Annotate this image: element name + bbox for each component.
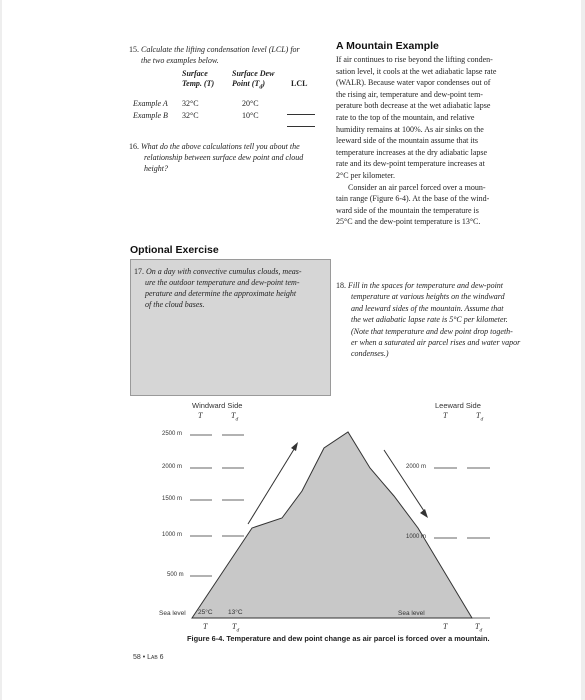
- q16-number: 16.: [129, 142, 139, 151]
- windward-col-td: T: [231, 411, 236, 420]
- q15-col-dew-l1: Surface Dew: [232, 69, 275, 78]
- optional-exercise-heading: Optional Exercise: [130, 244, 219, 256]
- example-b-lcl-blank[interactable]: [287, 114, 315, 132]
- mountain-p1-l4: the rising air, temperature and dew-point tem-: [336, 89, 483, 99]
- mountain-p2-l2: tain range (Figure 6-4). At the base of the wind-: [336, 194, 490, 204]
- q18-line7: condenses.): [351, 349, 389, 359]
- bottom-col-t-left: T: [203, 622, 208, 631]
- q15-col-temp-l2: Temp. (T): [182, 79, 215, 88]
- footer-bullet: •: [142, 654, 146, 661]
- leeward-arrow-head: [420, 509, 428, 518]
- mountain-p1-l9: temperature increases at the dry adiabatic lapse: [336, 147, 488, 157]
- bottom-col-td-right: T: [475, 622, 480, 631]
- height-1500: 1500 m: [162, 496, 183, 502]
- mountain-shape: [192, 432, 472, 618]
- footer-lab: Lab 6: [147, 654, 164, 661]
- mountain-p1-l5: perature both decrease at the wet adiabatic lapse: [336, 101, 491, 111]
- mountain-p1-l6: rate to the top of the mountain, and relative: [336, 112, 475, 122]
- mountain-example-text: [336, 54, 556, 228]
- windward-col-t: T: [198, 411, 203, 420]
- q18-line5: (Note that temperature and dew point drop togeth-: [351, 326, 513, 336]
- q15-number: 15.: [129, 45, 139, 54]
- question-16: [129, 141, 334, 174]
- figure-6-4: [2, 396, 581, 646]
- leeward-height-1000: 1000 m: [406, 534, 427, 540]
- bottom-col-t-right: T: [443, 622, 448, 631]
- q15-col-lcl: LCL: [291, 79, 308, 88]
- height-2500: 2500 m: [162, 431, 183, 437]
- leeward-col-t: T: [443, 411, 448, 420]
- leeward-side-label: Leeward Side: [435, 401, 481, 410]
- q17-number: 17.: [134, 267, 144, 276]
- question-18: [336, 280, 556, 360]
- example-a-label: Example A: [133, 99, 168, 108]
- q15-text-line2: the two examples below.: [141, 56, 219, 65]
- sea-level-label-right: Sea level: [398, 610, 425, 617]
- q18-line6: er when a saturated air parcel rises and water vapor: [351, 338, 521, 348]
- q16-line1: What do the above calculations tell you about the: [141, 142, 300, 151]
- leeward-col-td: T: [476, 411, 481, 420]
- page-footer: [133, 654, 164, 661]
- mountain-p2-l1: Consider an air parcel forced over a moun-: [348, 182, 486, 192]
- workbook-page: [2, 0, 581, 700]
- q17-line3: perature and determine the approximate height: [145, 289, 297, 298]
- q16-line3: height?: [144, 164, 168, 173]
- mountain-p1-l11: 2°C per kilometer.: [336, 170, 395, 180]
- windward-arrow-head: [291, 442, 298, 451]
- question-17: [134, 266, 329, 310]
- page-number: 58: [133, 654, 141, 661]
- height-2000: 2000 m: [162, 464, 183, 470]
- q18-line3: and leeward sides of the mountain. Assume that: [351, 303, 504, 313]
- example-b-temp: 32°C: [182, 111, 199, 120]
- sea-level-label-left: Sea level: [159, 610, 186, 617]
- example-b-dew: 10°C: [242, 111, 259, 120]
- mountain-p2-l4: 25°C and the dew-point temperature is 13°C.: [336, 217, 481, 227]
- mountain-p1-l10: rate and its dew-point temperature increases at: [336, 159, 485, 169]
- windward-col-td-sub: d: [235, 416, 239, 423]
- mountain-p1-l7: humidity remains at 100%. As air sinks on the: [336, 124, 484, 134]
- height-500: 500 m: [167, 572, 184, 578]
- q16-line2: relationship between surface dew point and cloud: [144, 153, 304, 162]
- question-15: [129, 44, 334, 66]
- mountain-p1-l3: (WALR). Because water vapor condenses out of: [336, 78, 491, 88]
- q15-col-temp: [182, 69, 214, 89]
- q15-col-temp-l1: Surface: [182, 69, 208, 78]
- mountain-p1-l1: If air continues to rise beyond the lifting conden-: [336, 55, 493, 64]
- example-a-temp: 32°C: [182, 99, 199, 108]
- q18-line4: the wet adiabatic lapse rate is 5°C per kilometer.: [351, 315, 508, 325]
- mountain-p2-l3: ward side of the mountain the temperature is: [336, 205, 479, 215]
- bottom-col-td-left: T: [232, 622, 237, 631]
- q17-line2: ure the outdoor temperature and dew-point tem-: [145, 278, 300, 287]
- q17-line1: On a day with convective cumulus clouds, meas-: [146, 267, 302, 276]
- leeward-height-2000: 2000 m: [406, 464, 427, 470]
- q18-number: 18.: [336, 281, 346, 290]
- q18-line2: temperature at various heights on the windward: [351, 292, 505, 302]
- height-1000: 1000 m: [162, 532, 183, 538]
- q15-col-dew-l2: Point (T: [232, 79, 260, 88]
- q15-col-dew-close: ): [262, 79, 266, 88]
- base-temperature: 25°C: [198, 609, 213, 616]
- example-a-dew: 20°C: [242, 99, 259, 108]
- mountain-p1-l8: leeward side of the mountain assume that its: [336, 136, 478, 146]
- base-dew-point: 13°C: [228, 609, 243, 616]
- figure-caption: Figure 6-4. Temperature and dew point change as air parcel is forced over a mountain.: [187, 634, 490, 643]
- leeward-col-td-sub: d: [480, 416, 484, 423]
- example-b-label: Example B: [133, 111, 168, 120]
- q18-line1: Fill in the spaces for temperature and dew-point: [348, 281, 504, 290]
- mountain-example-heading: A Mountain Example: [336, 40, 439, 52]
- mountain-diagram: [2, 396, 581, 646]
- q15-col-dew: [232, 69, 274, 93]
- windward-side-label: Windward Side: [192, 401, 243, 410]
- bottom-col-td-right-sub: d: [479, 627, 483, 634]
- q17-line4: of the cloud bases.: [145, 300, 205, 309]
- bottom-col-td-left-sub: d: [236, 627, 240, 634]
- q15-col-dew-sub: d: [259, 84, 263, 91]
- mountain-p1-l2: sation level, it cools at the wet adiabatic lapse rate: [336, 66, 497, 76]
- q15-text-line1: Calculate the lifting condensation level (LCL) for: [141, 45, 300, 54]
